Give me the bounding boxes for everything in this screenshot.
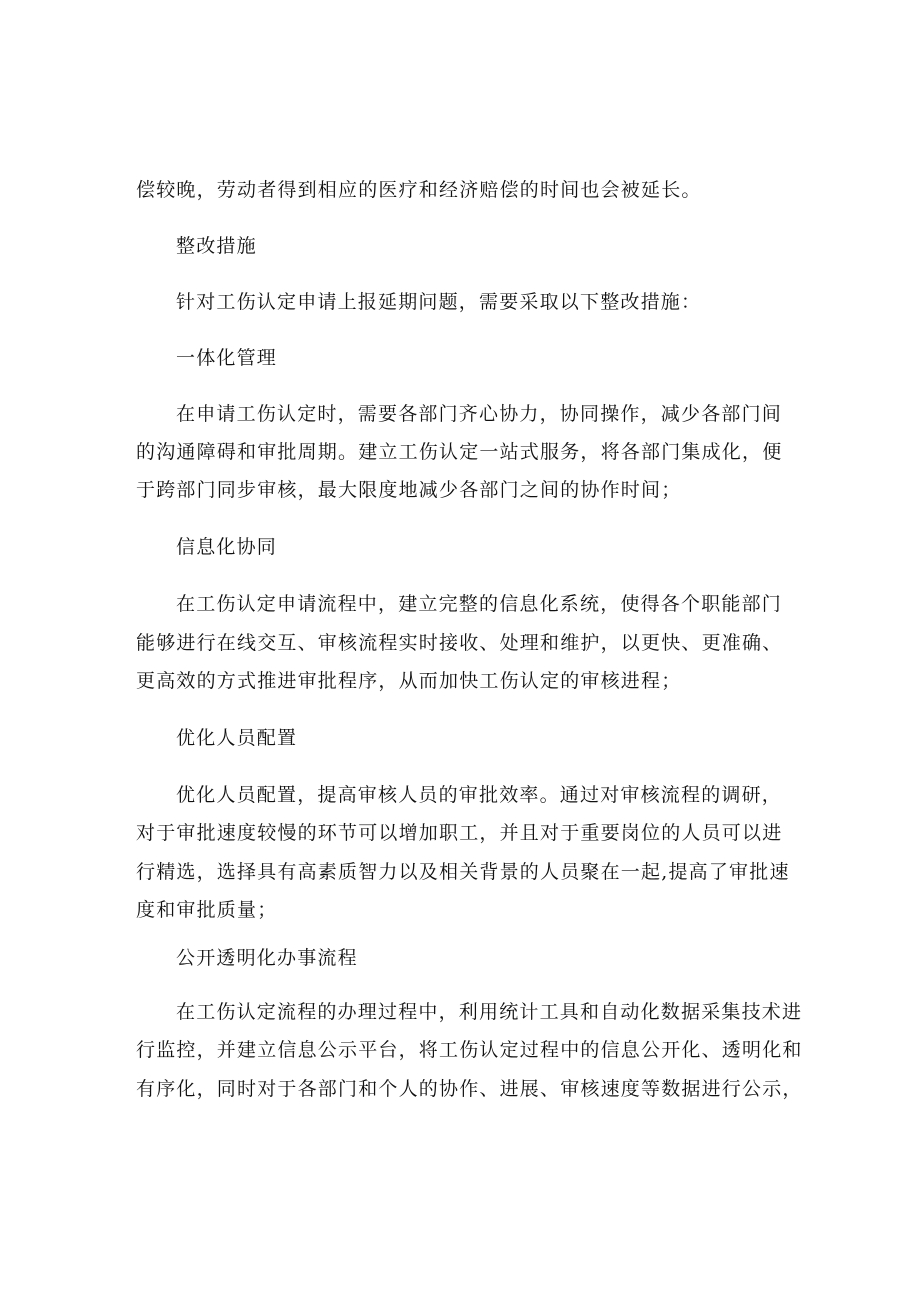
section-heading: 一体化管理 [176,347,278,369]
body-text-line: 的沟通障碍和审批周期。建立工伤认定一站式服务，将各部门集成化，便 [136,441,783,463]
section-heading: 公开透明化办事流程 [176,947,358,969]
body-text-line: 于跨部门同步审核，最大限度地减少各部门之间的协作时间； [136,479,682,501]
body-text-line: 在工伤认定流程的办理过程中，利用统计工具和自动化数据采集技术进 [176,1001,803,1023]
section-heading: 优化人员配置 [176,727,298,749]
body-text-line: 偿较晚，劳动者得到相应的医疗和经济赔偿的时间也会被延长。 [136,179,702,201]
body-text-line: 优化人员配置，提高审核人员的审批效率。通过对审核流程的调研， [176,784,783,806]
body-text-line: 能够进行在线交互、审核流程实时接收、处理和维护，以更快、更准确、 [136,632,783,654]
body-text-line: 在工伤认定申请流程中，建立完整的信息化系统，使得各个职能部门 [176,593,783,615]
body-text-line: 行监控，并建立信息公示平台，将工伤认定过程中的信息公开化、透明化和 [136,1039,803,1061]
body-text-line: 更高效的方式推进审批程序，从而加快工伤认定的审核进程； [136,670,682,692]
body-text-line: 行精选，选择具有高素质智力以及相关背景的人员聚在一起,提高了审批速 [136,861,790,883]
body-text-line: 对于审批速度较慢的环节可以增加职工，并且对于重要岗位的人员可以进 [136,822,783,844]
section-heading: 信息化协同 [176,536,278,558]
section-heading: 整改措施 [176,235,257,257]
body-text-line: 有序化，同时对于各部门和个人的协作、进展、审核速度等数据进行公示， [136,1078,803,1100]
body-text-line: 度和审批质量； [136,899,278,921]
body-text-line: 在申请工伤认定时，需要各部门齐心协力，协同操作，减少各部门间 [176,403,783,425]
body-text-line: 针对工伤认定申请上报延期问题，需要采取以下整改措施： [176,291,702,313]
